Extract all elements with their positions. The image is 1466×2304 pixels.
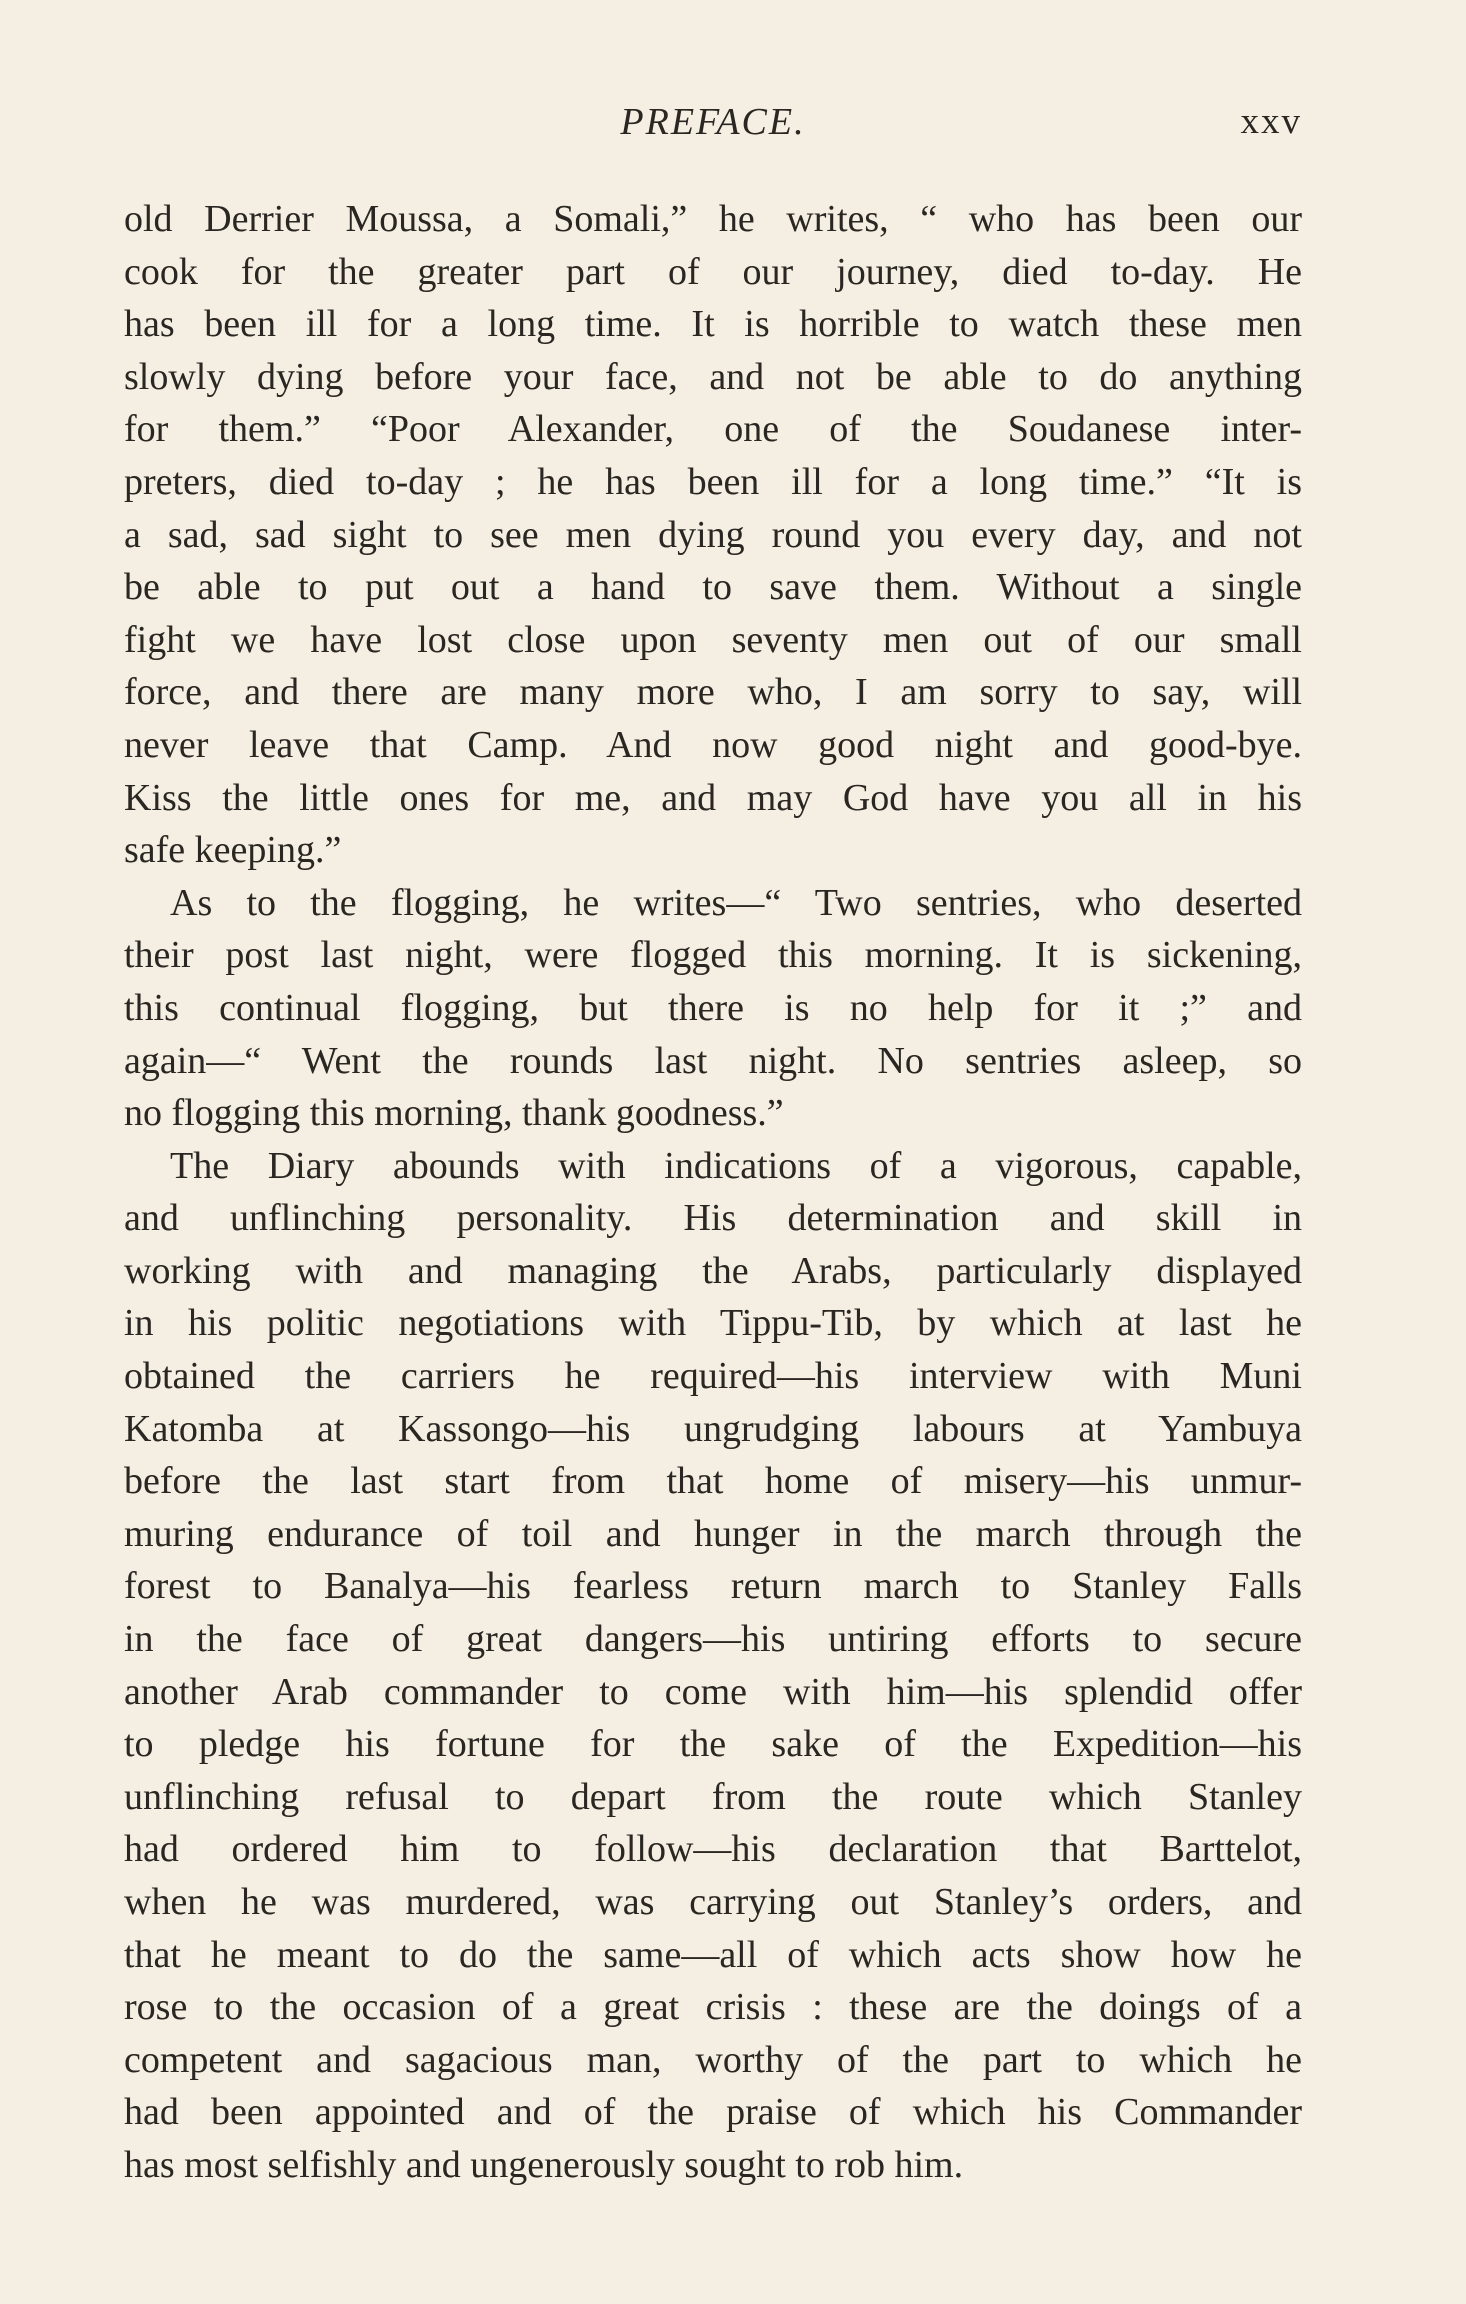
text-line: that he meant to do the same—all of which acts show how he	[124, 1933, 1302, 1976]
text-line: preters, died to-day ; he has been ill for a long time.” “It is	[124, 460, 1302, 503]
text-line: unflinching refusal to depart from the route which Stanley	[124, 1775, 1302, 1818]
text-line: fight we have lost close upon seventy men out of our small	[124, 618, 1302, 661]
text-line: a sad, sad sight to see men dying round you every day, and not	[124, 513, 1302, 556]
text-line: this continual flogging, but there is no help for it ;” and	[124, 986, 1302, 1029]
text-line: had been appointed and of the praise of which his Commander	[124, 2091, 1302, 2134]
running-head	[124, 100, 1302, 144]
text-line: before the last start from that home of misery—his unmur-	[124, 1460, 1302, 1503]
text-line: rose to the occasion of a great crisis : these are the doings of a	[124, 1986, 1302, 2029]
text-line: cook for the greater part of our journey, died to-day. He	[124, 250, 1302, 293]
text-line: for them.” “Poor Alexander, one of the Soudanese inter-	[124, 408, 1302, 451]
text-line: slowly dying before your face, and not be able to do anything	[124, 355, 1302, 398]
text-line: to pledge his fortune for the sake of the Expedition—his	[124, 1723, 1302, 1766]
text-line: no flogging this morning, thank goodness.”	[124, 1092, 784, 1135]
text-line: As to the flogging, he writes—“ Two sentries, who deserted	[170, 881, 1302, 924]
text-line: competent and sagacious man, worthy of the part to which he	[124, 2038, 1302, 2081]
text-line: had ordered him to follow—his declaration that Barttelot,	[124, 1828, 1302, 1871]
body-text	[124, 193, 1302, 2192]
text-line: in his politic negotiations with Tippu-Tib, by which at last he	[124, 1302, 1302, 1345]
text-line: forest to Banalya—his fearless return march to Stanley Falls	[124, 1565, 1302, 1608]
text-line: in the face of great dangers—his untiring efforts to secure	[124, 1618, 1302, 1661]
text-line: Kiss the little ones for me, and may God have you all in his	[124, 776, 1302, 819]
running-title: PREFACE.	[620, 101, 806, 143]
text-line: The Diary abounds with indications of a vigorous, capable,	[170, 1144, 1302, 1187]
text-line: has been ill for a long time. It is horrible to watch these men	[124, 303, 1302, 346]
text-line: force, and there are many more who, I am sorry to say, will	[124, 671, 1302, 714]
text-line: when he was murdered, was carrying out Stanley’s orders, and	[124, 1881, 1302, 1923]
text-line: their post last night, were flogged this morning. It is sickening,	[124, 934, 1302, 977]
text-line: working with and managing the Arabs, particularly displayed	[124, 1249, 1302, 1292]
text-line: never leave that Camp. And now good night and good-bye.	[124, 723, 1302, 766]
text-line: and unflinching personality. His determination and skill in	[124, 1197, 1302, 1240]
text-line: obtained the carriers he required—his interview with Muni	[124, 1355, 1302, 1398]
page-number: xxv	[1240, 101, 1302, 142]
text-line: be able to put out a hand to save them. Without a single	[124, 566, 1302, 609]
text-line: safe keeping.”	[124, 829, 342, 872]
text-line: old Derrier Moussa, a Somali,” he writes, “ who has been our	[124, 198, 1302, 240]
text-line: another Arab commander to come with him—his splendid offer	[124, 1670, 1302, 1713]
text-line: muring endurance of toil and hunger in the march through the	[124, 1512, 1302, 1555]
text-line: Katomba at Kassongo—his ungrudging labours at Yambuya	[124, 1407, 1302, 1450]
text-line: again—“ Went the rounds last night. No sentries asleep, so	[124, 1039, 1302, 1082]
text-line: has most selfishly and ungenerously sought to rob him.	[124, 2143, 964, 2186]
